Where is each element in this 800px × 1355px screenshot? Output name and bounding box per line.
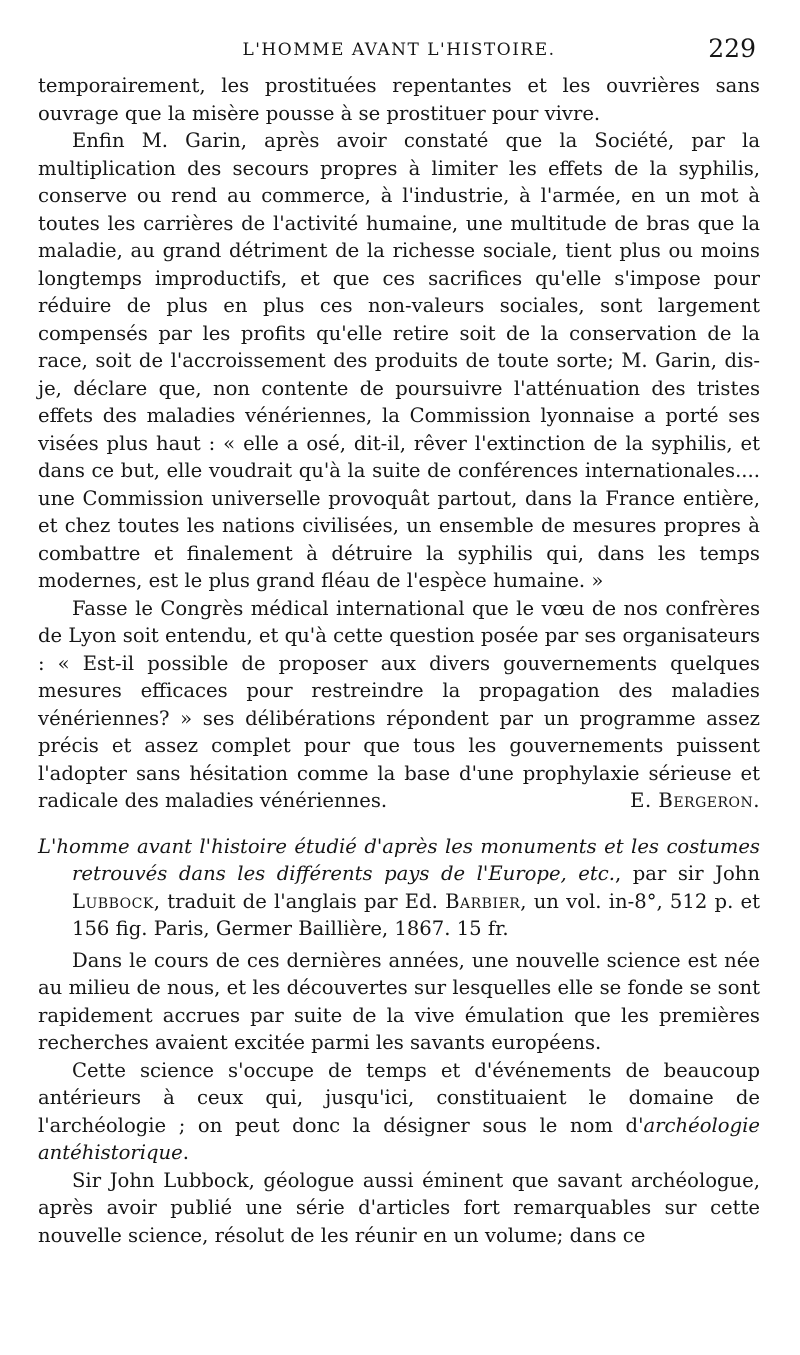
paragraph-5-text-b: . [182,1141,190,1164]
paragraph-5 [38,1057,760,1167]
paragraph-1: temporairement, les prostituées repentantes et les ouvrières sans ouvrage que la misère pousse à se prostituer pour vivre. [38,74,760,125]
review-translator-prefix: , traduit de l'anglais par Ed. [153,889,446,913]
review-book-title: L'homme avant l'histoire étudié d'après les monuments et les costumes retrouvés dans les différents pays de l'Europe, etc. [38,834,760,885]
author-signature: E. Bergeron. [630,789,760,812]
paragraph-5-italic-term: archéologie antéhistorique [38,1113,760,1164]
page-number: 229 [708,34,756,63]
paragraph-6: Sir John Lubbock, géologue aussi éminent que savant archéologue, après avoir publié une série d'articles fort remarquables sur cette nouvelle science, résolut de les réunir en un volume; dans ce [38,1168,760,1247]
paragraph-5-text-a: Cette science s'occupe de temps et d'événements de beaucoup antérieurs à ceux qui, jusqu'ici, constituaient le domaine de l'archéologie ; on peut donc la désigner sous le nom d' [38,1058,760,1137]
review-author: Lubbock [72,889,154,913]
paragraph-3 [38,595,760,815]
page-header [38,32,760,72]
body-text [38,72,760,1249]
paragraph-4: Dans le cours de ces dernières années, une nouvelle science est née au milieu de nous, et les découvertes sur lesquelles elle se fonde se sont rapidement accrues par suite de la vive émulation que les premières recherches avaient excitée parmi les savants européens. [38,948,760,1054]
paragraph-2: Enfin M. Garin, après avoir constaté que la Société, par la multiplication des secours propres à limiter les effets de la syphilis, conserve ou rend au commerce, à l'industrie, à l'armée, en un mot à toutes les carrières de l'activité humaine, une multitude de bras que la maladie, au grand détriment de la richesse sociale, tient plus ou moins longtemps improductifs, et que ces sacrifices qu'elle s'impose pour réduire de plus en plus ces non-valeurs sociales, sont largement compensés par les profits qu'elle retire soit de la conservation de la race, soit de l'accroissement des produits de toute sorte; M. Garin, dis-je, déclare que, non contente de poursuivre l'atténuation des tristes effets des maladies vénériennes, la Commission lyonnaise a porté ses visées plus haut : « elle a osé, dit-il, rêver l'extinction de la syphilis, et dans ce but, elle voudrait qu'à la suite de conférences internationales.... une Commission universelle provoquât partout, dans la France entière, et chez toutes les nations civilisées, un ensemble de mesures propres à combattre et finalement à détruire la syphilis qui, dans les temps modernes, est le plus grand fléau de l'espèce humaine. » [38,129,760,592]
book-review-reference [38,833,760,943]
running-title: L'HOMME AVANT L'HISTOIRE. [242,40,556,60]
book-page [38,32,760,1249]
review-translator: Barbier [445,889,521,913]
review-publication-details: , un vol. in-8°, 512 p. et 156 fig. Paris, Germer Baillière, 1867. 15 fr. [72,889,760,940]
paragraph-3-text: Fasse le Congrès médical international que le vœu de nos confrères de Lyon soit entendu, et qu'à cette question posée par ses organisateurs : « Est-il possible de proposer aux divers gouvernements quelques mesures efficaces pour restreindre la propagation des maladies vénériennes? » ses délibérations répondent par un programme assez précis et assez complet pour que tous les gouvernements puissent l'adopter sans hésitation comme la base d'une prophylaxie sérieuse et radicale des maladies vénériennes. [38,596,760,812]
review-author-prefix: , par sir John [614,862,760,885]
